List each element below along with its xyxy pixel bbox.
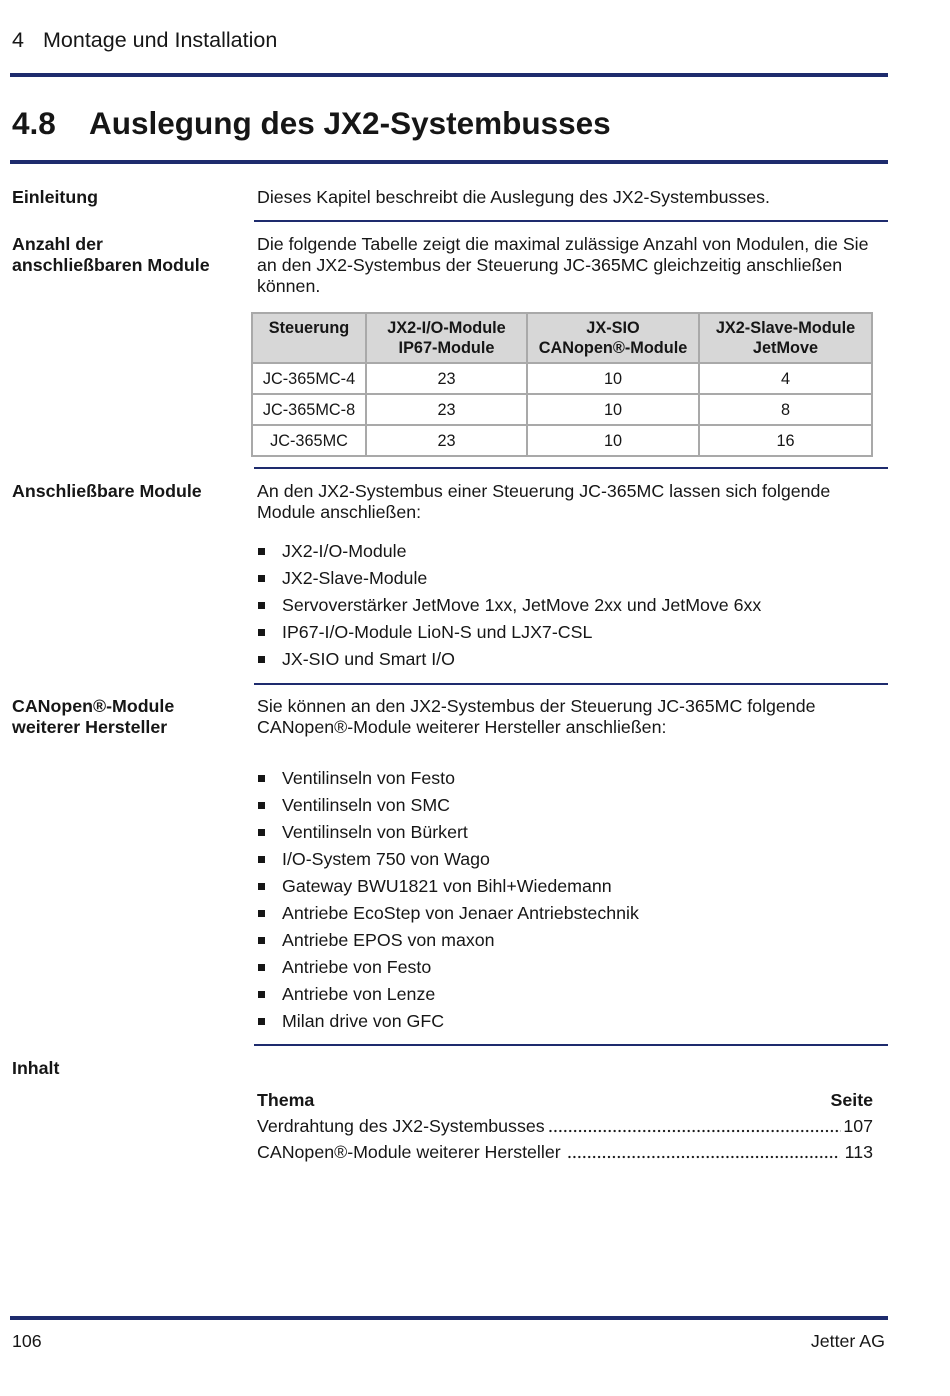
toc-entry-page: 113 — [844, 1142, 873, 1162]
square-bullet-icon — [258, 964, 265, 971]
square-bullet-icon — [258, 910, 265, 917]
toc-entry-topic: Verdrahtung des JX2-Systembusses — [257, 1116, 545, 1136]
header-line: IP67-Module — [398, 339, 495, 357]
paragraph-einleitung — [257, 187, 888, 208]
label-einleitung — [12, 187, 247, 208]
toc-entry-page: 107 — [843, 1116, 873, 1136]
section-divider — [254, 220, 888, 222]
table-row — [252, 425, 872, 456]
list-item — [257, 954, 639, 981]
square-bullet-icon — [258, 575, 265, 582]
section-divider — [254, 683, 888, 685]
list-item-text: JX2-Slave-Module — [282, 568, 428, 588]
square-bullet-icon — [258, 548, 265, 555]
table-header-cell — [527, 313, 699, 363]
square-bullet-icon — [258, 829, 265, 836]
paragraph-line: Module anschließen: — [257, 502, 422, 522]
list-item-text: Antriebe von Lenze — [282, 984, 436, 1004]
table-cell: 8 — [699, 394, 872, 425]
table-cell: JC-365MC-4 — [252, 363, 366, 394]
paragraph-line: Die folgende Tabelle zeigt die maximal zulässige Anzahl von Modulen, die Sie — [257, 234, 869, 254]
paragraph-canopen-module — [257, 696, 888, 738]
table-cell: 4 — [699, 363, 872, 394]
list-item — [257, 646, 761, 673]
label-line: Anzahl der — [12, 234, 103, 254]
paragraph-line: an den JX2-Systembus der Steuerung JC-365MC gleichzeitig anschließen — [257, 255, 843, 275]
list-item-text: I/O-System 750 von Wago — [282, 849, 490, 869]
section-title — [12, 104, 611, 142]
toc-entry — [257, 1113, 873, 1139]
list-item — [257, 981, 639, 1008]
footer-company: Jetter AG — [810, 1331, 885, 1351]
paragraph-anzahl-module — [257, 234, 888, 297]
list-item-text: JX2-I/O-Module — [282, 541, 407, 561]
canopen-list — [257, 765, 639, 1035]
label-inhalt — [12, 1058, 247, 1079]
label-line: Einleitung — [12, 187, 98, 207]
table-cell: JC-365MC — [252, 425, 366, 456]
list-item — [257, 765, 639, 792]
label-line: weiterer Hersteller — [12, 717, 168, 737]
table-cell: 23 — [366, 363, 527, 394]
list-item-text: Ventilinseln von SMC — [282, 795, 451, 815]
list-item — [257, 619, 761, 646]
list-item — [257, 792, 639, 819]
toc-entry — [257, 1139, 873, 1165]
label-line: anschließbaren Module — [12, 255, 210, 275]
square-bullet-icon — [258, 656, 265, 663]
list-item — [257, 538, 761, 565]
table-row — [252, 363, 872, 394]
paragraph-line: können. — [257, 276, 321, 296]
list-item — [257, 592, 761, 619]
square-bullet-icon — [258, 802, 265, 809]
label-anschliessbare-module — [12, 481, 247, 502]
square-bullet-icon — [258, 602, 265, 609]
list-item-text: JX-SIO und Smart I/O — [282, 649, 455, 669]
list-item-text: Ventilinseln von Festo — [282, 768, 455, 788]
table-cell: JC-365MC-8 — [252, 394, 366, 425]
table-header-cell — [699, 313, 872, 363]
toc-entry-topic: CANopen®-Module weiterer Hersteller — [257, 1142, 561, 1162]
label-canopen-module — [12, 696, 247, 738]
table-header-cell — [252, 313, 366, 363]
footer-rule — [10, 1316, 888, 1320]
table-cell: 10 — [527, 394, 699, 425]
page-header — [12, 27, 277, 53]
chapter-number: 4 — [12, 28, 24, 52]
section-title-text: Auslegung des JX2-Systembusses — [89, 105, 611, 141]
header-line: JetMove — [752, 339, 819, 357]
label-line: CANopen®-Module — [12, 696, 175, 716]
table-of-contents — [257, 1087, 873, 1165]
square-bullet-icon — [258, 991, 265, 998]
module-count-table — [251, 312, 873, 457]
list-item-text: Servoverstärker JetMove 1xx, JetMove 2xx und JetMove 6xx — [282, 595, 762, 615]
list-item — [257, 900, 639, 927]
list-item — [257, 819, 639, 846]
section-divider — [254, 467, 888, 469]
table-header-cell — [366, 313, 527, 363]
paragraph-line: Sie können an den JX2-Systembus der Steuerung JC-365MC folgende — [257, 696, 816, 716]
list-item-text: Antriebe EcoStep von Jenaer Antriebstechnik — [282, 903, 639, 923]
paragraph-anschliessbare-module — [257, 481, 888, 523]
label-line: Inhalt — [12, 1058, 60, 1078]
table-cell: 23 — [366, 394, 527, 425]
square-bullet-icon — [258, 775, 265, 782]
square-bullet-icon — [258, 856, 265, 863]
table-header-row — [252, 313, 872, 363]
square-bullet-icon — [258, 883, 265, 890]
toc-topic-header: Thema — [257, 1090, 315, 1110]
paragraph-line: Dieses Kapitel beschreibt die Auslegung des JX2-Systembusses. — [257, 187, 770, 207]
square-bullet-icon — [258, 629, 265, 636]
paragraph-line: An den JX2-Systembus einer Steuerung JC-365MC lassen sich folgende — [257, 481, 831, 501]
label-line: Anschließbare Module — [12, 481, 202, 501]
list-item-text: Antriebe von Festo — [282, 957, 432, 977]
header-line: JX-SIO — [586, 319, 640, 337]
table-cell: 23 — [366, 425, 527, 456]
module-list — [257, 538, 761, 673]
dot-leader — [566, 1139, 840, 1165]
list-item-text: Milan drive von GFC — [282, 1011, 445, 1031]
list-item-text: IP67-I/O-Module LioN-S und LJX7-CSL — [282, 622, 593, 642]
header-line: Steuerung — [268, 319, 350, 337]
square-bullet-icon — [258, 937, 265, 944]
header-line: CANopen®-Module — [538, 339, 688, 357]
header-line: JX2-I/O-Module — [387, 319, 506, 337]
list-item-text: Ventilinseln von Bürkert — [282, 822, 468, 842]
toc-page-header: Seite — [830, 1090, 873, 1110]
header-line: JX2-Slave-Module — [715, 319, 856, 337]
table-cell: 10 — [527, 363, 699, 394]
list-item — [257, 927, 639, 954]
list-item — [257, 565, 761, 592]
list-item — [257, 1008, 639, 1035]
toc-header — [257, 1087, 873, 1113]
footer-page-number: 106 — [12, 1331, 42, 1351]
square-bullet-icon — [258, 1018, 265, 1025]
chapter-title: Montage und Installation — [43, 28, 278, 52]
list-item — [257, 846, 639, 873]
title-rule — [10, 160, 888, 164]
header-rule — [10, 73, 888, 77]
label-anzahl-module — [12, 234, 247, 276]
section-number: 4.8 — [12, 105, 56, 141]
table-cell: 16 — [699, 425, 872, 456]
table-row — [252, 394, 872, 425]
list-item-text: Gateway BWU1821 von Bihl+Wiedemann — [282, 876, 612, 896]
list-item — [257, 873, 639, 900]
paragraph-line: CANopen®-Module weiterer Hersteller anschließen: — [257, 717, 667, 737]
dot-leader — [547, 1113, 842, 1139]
table-cell: 10 — [527, 425, 699, 456]
section-divider — [254, 1044, 888, 1046]
list-item-text: Antriebe EPOS von maxon — [282, 930, 495, 950]
